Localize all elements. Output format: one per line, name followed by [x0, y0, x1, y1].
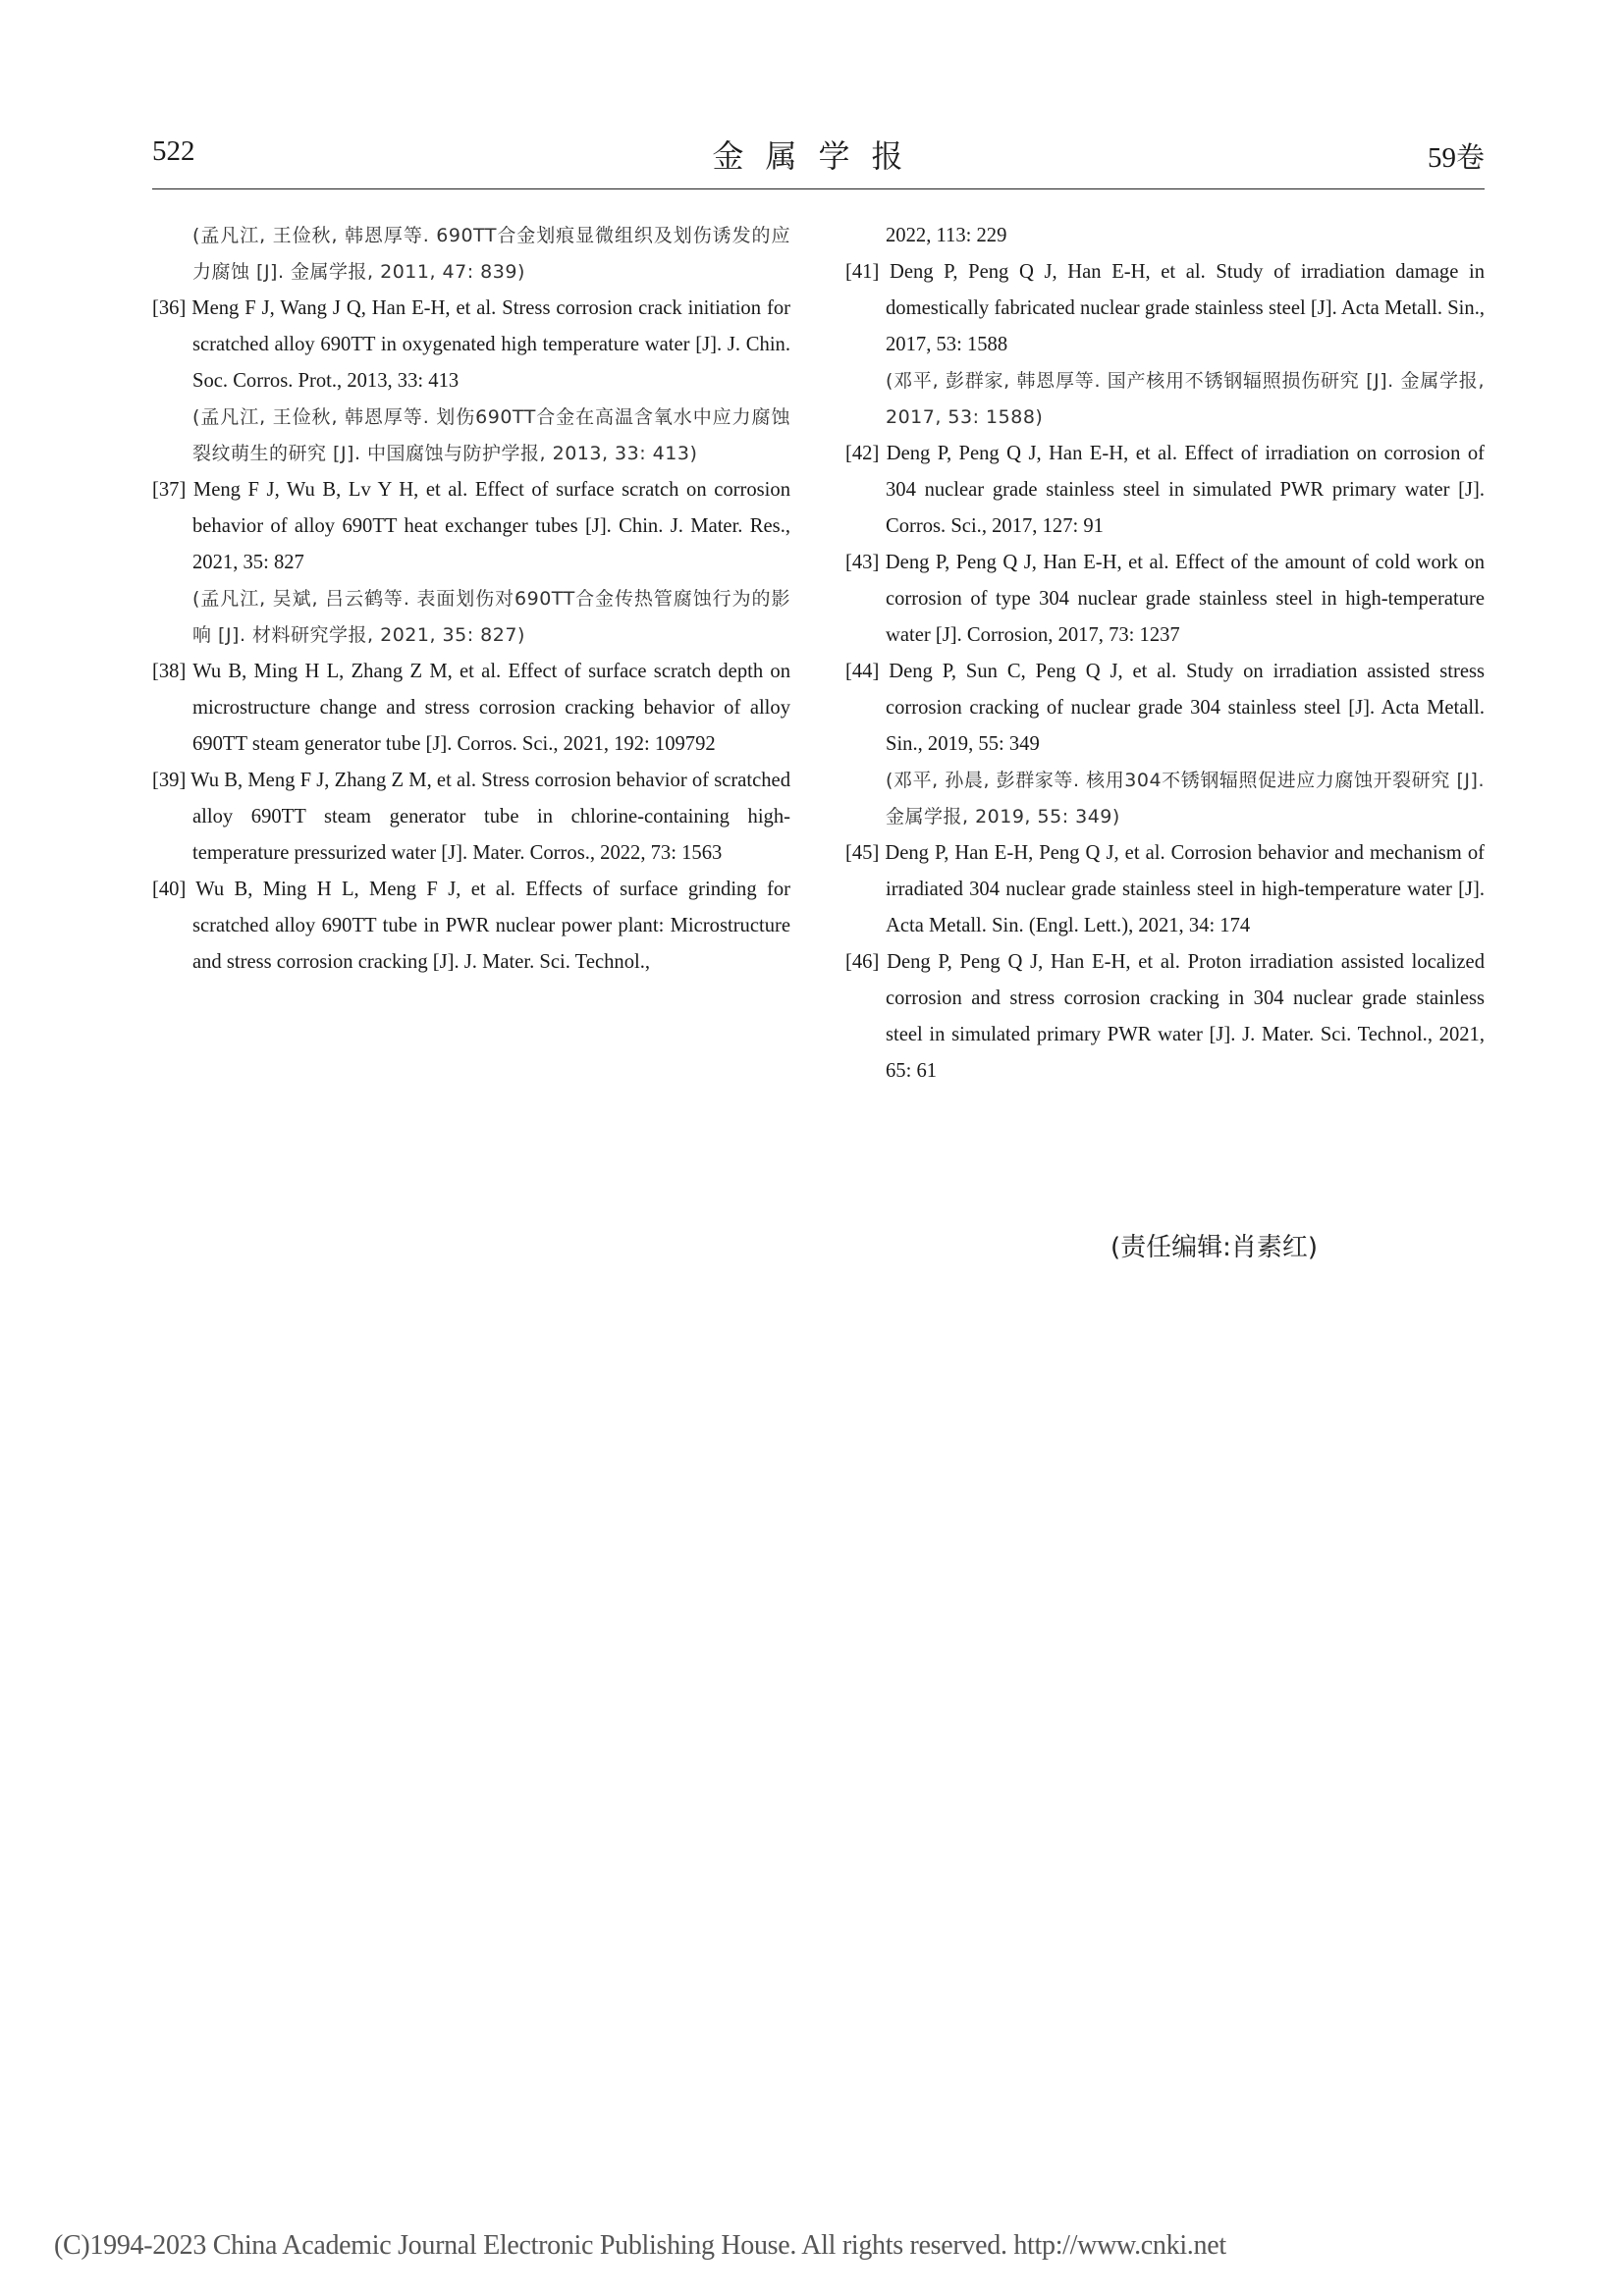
- reference-item: [845, 254, 1485, 363]
- reference-item: [845, 944, 1485, 1090]
- reference-number: [44]: [845, 661, 880, 682]
- reference-item: [152, 654, 790, 763]
- reference-number: [40]: [152, 879, 187, 900]
- reference-item: [152, 472, 790, 581]
- reference-number: [42]: [845, 443, 880, 464]
- left-column: [152, 218, 790, 981]
- reference-item: [845, 545, 1485, 654]
- right-column: [845, 218, 1485, 1090]
- copyright-footer: (C)1994-2023 China Academic Journal Electronic Publishing House. All rights reserved. http://www.cnki.net: [54, 2230, 1226, 2261]
- reference-item: [845, 654, 1485, 763]
- reference-text: Deng P, Peng Q J, Han E-H, et al. Study of irradiation damage in domestically fabricated nuclear grade stainless steel [J]. Acta Metall. Sin., 2017, 53: 1588: [879, 261, 1485, 355]
- reference-chinese-text: (孟凡江, 吴斌, 吕云鹤等. 表面划伤对690TT合金传热管腐蚀行为的影响 [J]. 材料研究学报, 2021, 35: 827): [192, 588, 790, 646]
- reference-item: [845, 436, 1485, 545]
- page-number: 522: [152, 135, 195, 167]
- reference-number: [39]: [152, 770, 187, 791]
- reference-list-right: [845, 254, 1485, 1090]
- reference-text: Deng P, Peng Q J, Han E-H, et al. Effect of irradiation on corrosion of 304 nuclear grade stainless steel in simulated PWR primary water [J]. Corros. Sci., 2017, 127: 91: [879, 443, 1485, 537]
- reference-text: Meng F J, Wang J Q, Han E-H, et al. Stress corrosion crack initiation for scratched alloy 690TT in oxygenated high temperature water [J]. J. Chin. Soc. Corros. Prot., 2013, 33: 413: [186, 297, 790, 392]
- reference-text: Deng P, Han E-H, Peng Q J, et al. Corrosion behavior and mechanism of irradiated 304 nuclear grade stainless steel in high-temperature water [J]. Acta Metall. Sin. (Engl. Lett.), 2021, 34: 174: [879, 842, 1485, 936]
- reference-text: Wu B, Ming H L, Meng F J, et al. Effects of surface grinding for scratched alloy 690TT tube in PWR nuclear power plant: Microstructure and stress corrosion cracking [J]. J. Mater. Sci. Technol.,: [186, 879, 790, 973]
- reference-text: Deng P, Peng Q J, Han E-H, et al. Effect of the amount of cold work on corrosion of type 304 nuclear grade stainless steel in high-temperature water [J]. Corrosion, 2017, 73: 1237: [879, 552, 1485, 646]
- reference-chinese-text: (邓平, 孙晨, 彭群家等. 核用304不锈钢辐照促进应力腐蚀开裂研究 [J]. 金属学报, 2019, 55: 349): [886, 770, 1485, 828]
- page-header: [152, 135, 1485, 185]
- header-rule: [152, 188, 1485, 189]
- reference-continuation: (孟凡江, 王俭秋, 韩恩厚等. 690TT合金划痕显微组织及划伤诱发的应力腐蚀 [J]. 金属学报, 2011, 47: 839): [192, 225, 790, 283]
- reference-number: [38]: [152, 661, 187, 682]
- reference-list-left: [152, 291, 790, 981]
- journal-title: 金属学报: [712, 138, 925, 174]
- reference-number: [36]: [152, 297, 187, 319]
- reference-number: [41]: [845, 261, 880, 283]
- reference-text: Wu B, Ming H L, Zhang Z M, et al. Effect of surface scratch depth on microstructure change and stress corrosion cracking behavior of alloy 690TT steam generator tube [J]. Corros. Sci., 2021, 192: 109792: [186, 661, 790, 755]
- reference-item: [152, 291, 790, 400]
- reference-item: [845, 835, 1485, 944]
- reference-chinese-text: (孟凡江, 王俭秋, 韩恩厚等. 划伤690TT合金在高温含氧水中应力腐蚀裂纹萌生的研究 [J]. 中国腐蚀与防护学报, 2013, 33: 413): [192, 406, 790, 464]
- reference-text: Meng F J, Wu B, Lv Y H, et al. Effect of surface scratch on corrosion behavior of alloy 690TT heat exchanger tubes [J]. Chin. J. Mater. Res., 2021, 35: 827: [186, 479, 790, 573]
- reference-text: Deng P, Sun C, Peng Q J, et al. Study on irradiation assisted stress corrosion cracking of nuclear grade 304 stainless steel [J]. Acta Metall. Sin., 2019, 55: 349: [879, 661, 1485, 755]
- reference-text: Deng P, Peng Q J, Han E-H, et al. Proton irradiation assisted localized corrosion and stress corrosion cracking in 304 nuclear grade stainless steel in simulated primary PWR water [J]. J. Mater. Sci. Technol., 2021, 65: 61: [879, 951, 1485, 1082]
- reference-number: [45]: [845, 842, 880, 864]
- reference-item: [152, 763, 790, 872]
- reference-number: [37]: [152, 479, 187, 501]
- editor-note: (责任编辑:肖素红): [1110, 1233, 1319, 1262]
- reference-continuation: 2022, 113: 229: [886, 225, 1007, 246]
- reference-text: Wu B, Meng F J, Zhang Z M, et al. Stress corrosion behavior of scratched alloy 690TT steam generator tube in chlorine-containing high-temperature pressurized water [J]. Mater. Corros., 2022, 73: 1563: [186, 770, 790, 864]
- reference-item: [152, 872, 790, 981]
- reference-number: [43]: [845, 552, 880, 573]
- volume-label: 59卷: [1427, 142, 1485, 174]
- reference-number: [46]: [845, 951, 880, 973]
- reference-chinese-text: (邓平, 彭群家, 韩恩厚等. 国产核用不锈钢辐照损伤研究 [J]. 金属学报, 2017, 53: 1588): [886, 370, 1485, 428]
